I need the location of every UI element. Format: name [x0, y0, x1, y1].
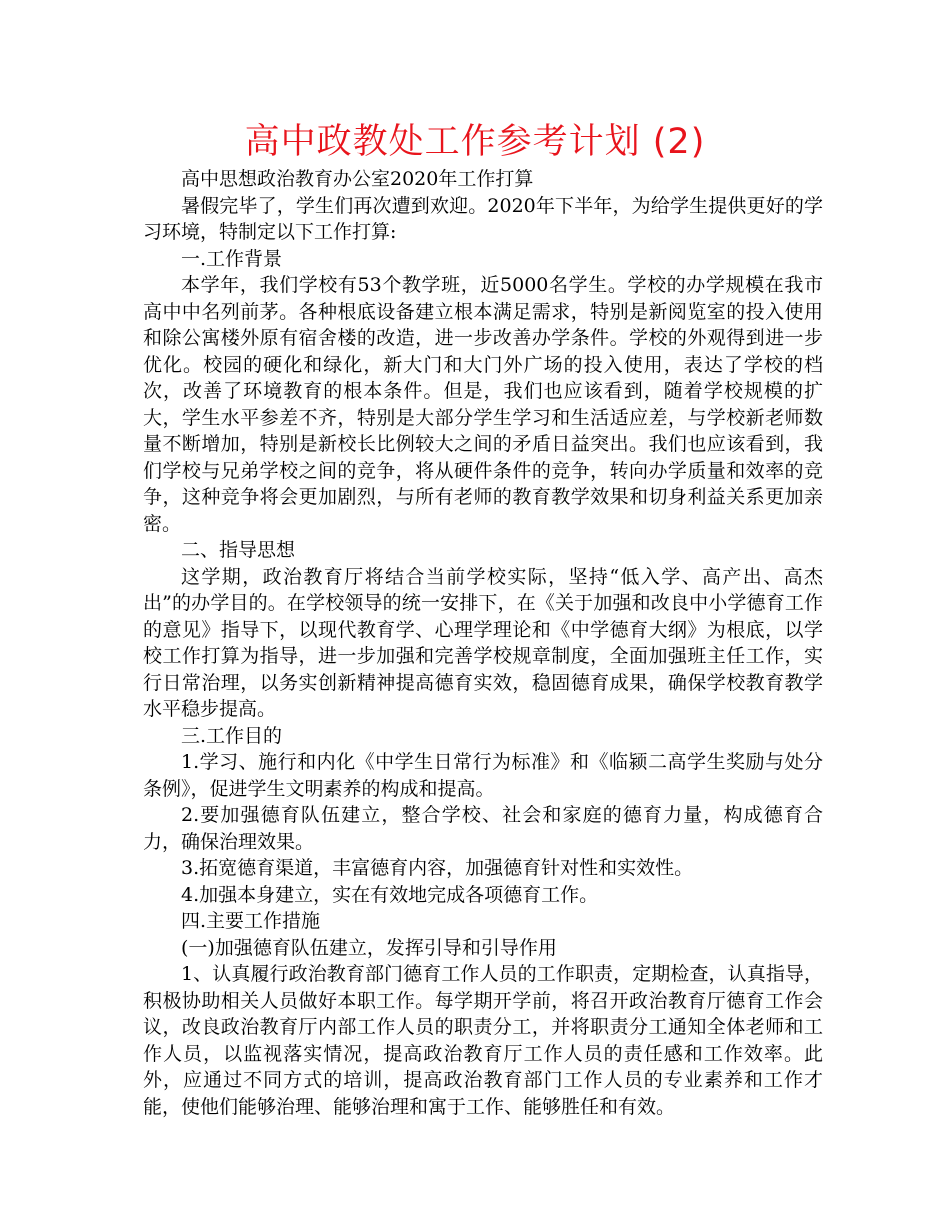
document-subtitle: 高中思想政治教育办公室2020年工作打算 — [181, 168, 534, 190]
list-item-goal-1: 1.学习、施行和内化《中学生日常行为标准》和《临颍二高学生奖励与处分条例》，促进学生文明素养的构成和提高。 — [143, 751, 823, 800]
subsection-heading-team-building: (一)加强德育队伍建立，发挥引导和引导作用 — [181, 936, 557, 959]
list-item-goal-4: 4.加强本身建立，实在有效地完成各项德育工作。 — [181, 883, 599, 906]
paragraph-intro: 暑假完毕了，学生们再次遭到欢迎。2020年下半年，为给学生提供更好的学习环境，特制定以下工作打算: — [143, 194, 823, 243]
section-heading-guiding-ideology: 二、指导思想 — [181, 539, 296, 561]
list-item-goal-3: 3.拓宽德育渠道，丰富德育内容，加强德育针对性和实效性。 — [181, 857, 694, 879]
section-heading-background: 一.工作背景 — [181, 247, 283, 270]
paragraph-background: 本学年，我们学校有53个教学班，近5000名学生。学校的办学规模在我市高中中名列前茅。各种根底设备建立根本满足需求，特别是新阅览室的投入使用和除公寓楼外原有宿舍楼的改造，进一步改善办学条件。学校的外观得到进一步优化。校园的硬化和绿化，新大门和大门外广场的投入使用，表达了学校的档次，改善了环境教育的根本条件。但是，我们也应该看到，随着学校规模的扩大，学生水平参差不齐，特别是大部分学生学习和生活适应差，与学校新老师数量不断增加，特别是新校长比例较大之间的矛盾日益突出。我们也应该看到，我们学校与兄弟学校之间的竞争，将从硬件条件的竞争，转向办学质量和效率的竞争，这种竞争将会更加剧烈，与所有老师的教育教学效果和切身利益关系更加亲密。 — [143, 274, 823, 535]
paragraph-measure-1: 1、认真履行政治教育部门德育工作人员的工作职责，定期检查，认真指导，积极协助相关人员做好本职工作。每学期开学前，将召开政治教育厅德育工作会议，改良政治教育厅内部工作人员的职责分工，并将职责分工通知全体老师和工作人员，以监视落实情况，提高政治教育厅工作人员的责任感和工作效率。此外，应通过不同方式的培训，提高政治教育部门工作人员的专业素养和工作才能，使他们能够治理、能够治理和寓于工作、能够胜任和有效。 — [143, 963, 823, 1118]
section-heading-measures: 四.主要工作措施 — [181, 910, 321, 932]
list-item-goal-2: 2.要加强德育队伍建立，整合学校、社会和家庭的德育力量，构成德育合力，确保治理效果。 — [143, 804, 823, 853]
document-title: 高中政教处工作参考计划 (2) — [244, 122, 706, 162]
section-heading-work-goals: 三.工作目的 — [181, 724, 283, 747]
paragraph-guiding-ideology: 这学期，政治教育厅将结合当前学校实际，坚持“低入学、高产出、高杰出”的办学目的。在学校领导的统一安排下，在《关于加强和改良中小学德育工作的意见》指导下，以现代教育学、心理学理论和《中学德育大纲》为根底，以学校工作打算为指导，进一步加强和完善学校规章制度，全面加强班主任工作，实行日常治理，以务实创新精神提高德育实效，稳固德育成果，确保学校教育教学水平稳步提高。 — [143, 565, 823, 720]
document-body — [143, 166, 823, 1120]
